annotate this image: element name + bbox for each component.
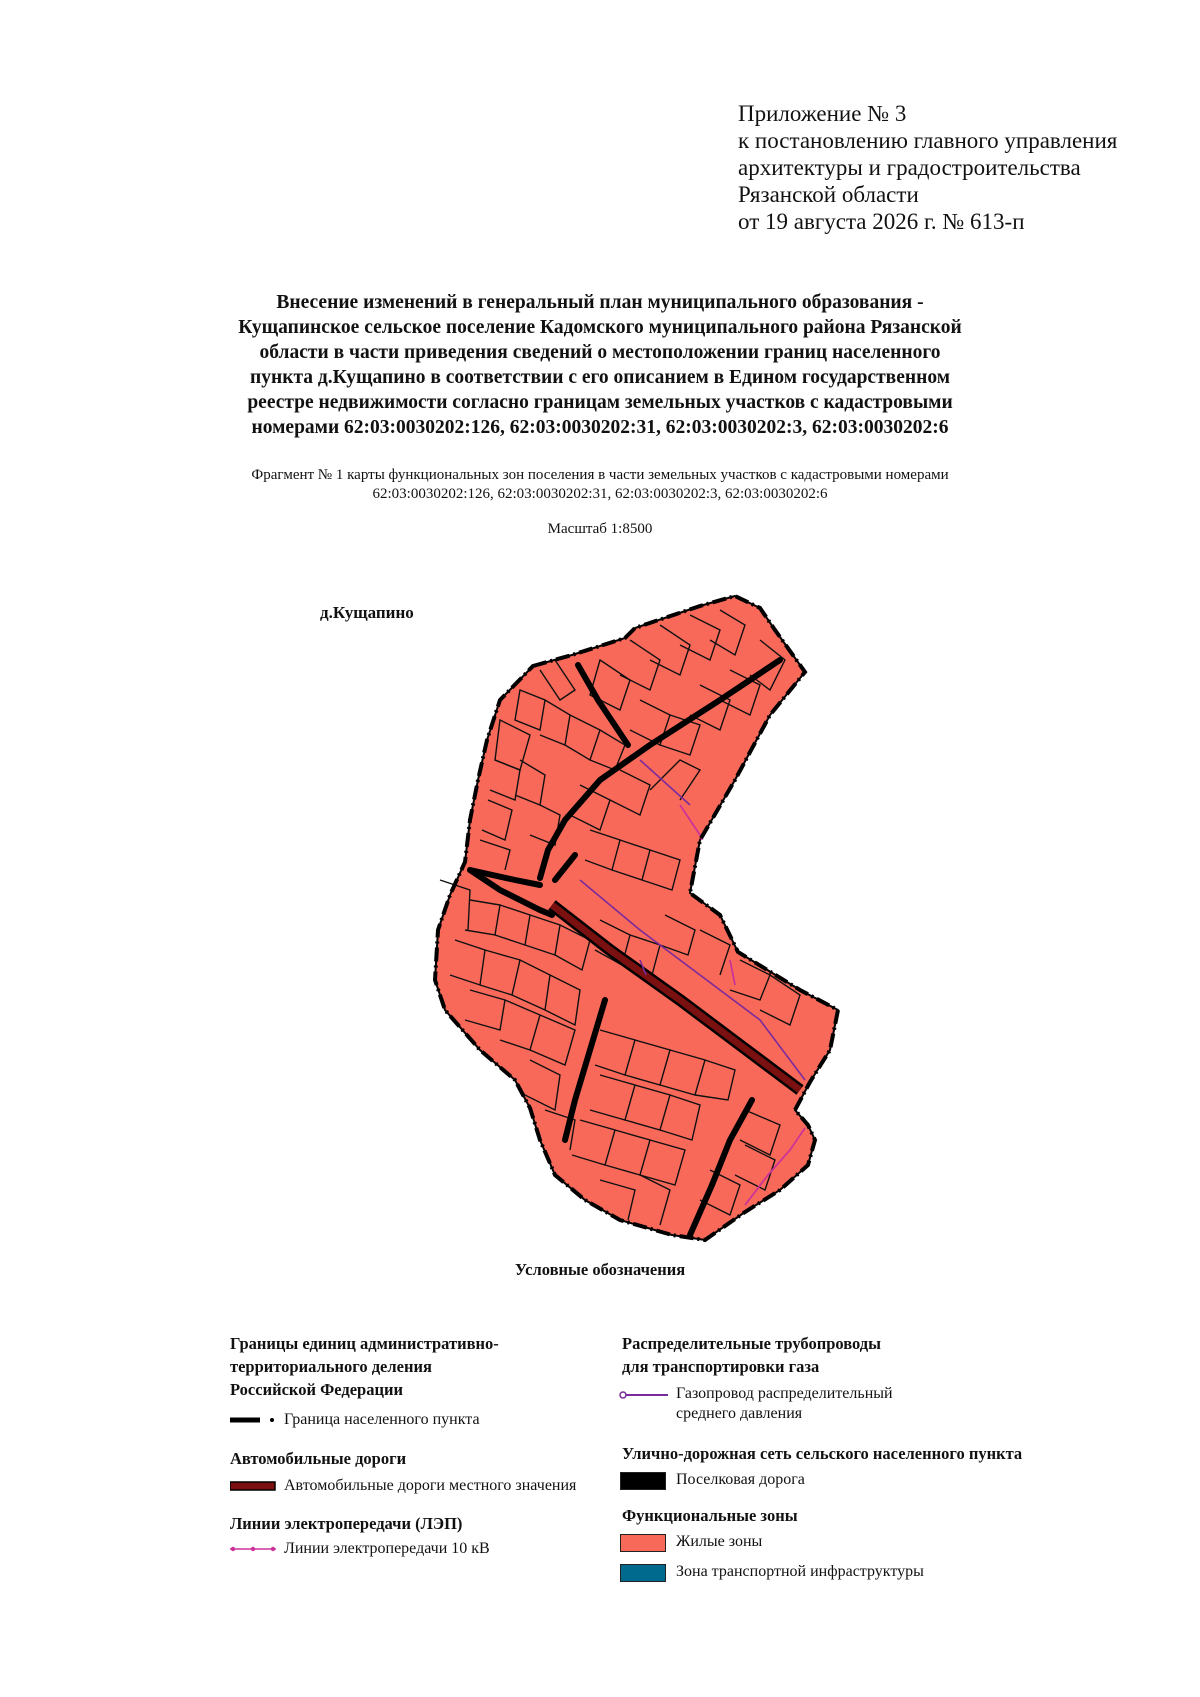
legend-heading-line: Границы единиц административно- bbox=[230, 1334, 499, 1353]
appendix-line: архитектуры и градостроительства bbox=[738, 155, 1081, 180]
appendix-line: от 19 августа 2026 г. № 613-п bbox=[738, 209, 1025, 234]
legend-power-heading bbox=[230, 1512, 462, 1535]
legend-heading-line: Распределительные трубопроводы bbox=[622, 1334, 882, 1353]
legend-local-road-label: Автомобильные дороги местного значения bbox=[284, 1477, 577, 1494]
legend-title: Условные обозначения bbox=[514, 1260, 686, 1279]
legend-heading-line: Автомобильные дороги bbox=[230, 1449, 407, 1468]
transport-swatch-icon bbox=[620, 1564, 666, 1582]
title-line: Внесение изменений в генеральный план муниципального образования - bbox=[276, 292, 924, 313]
legend-boundary-label: Граница населенного пункта bbox=[284, 1411, 480, 1428]
map-scale: Масштаб 1:8500 bbox=[547, 521, 653, 537]
legend-item-line: среднего давления bbox=[676, 1405, 803, 1422]
street-swatch-icon bbox=[620, 1472, 666, 1490]
subtitle-line: Фрагмент № 1 карты функциональных зон поселения в части земельных участков с кадастровыми номерами bbox=[251, 467, 949, 483]
boundary-symbol-icon bbox=[230, 1414, 278, 1426]
residential-zone bbox=[435, 596, 838, 1240]
title-line: реестре недвижимости согласно границам земельных участков с кадастровыми bbox=[247, 392, 953, 413]
legend-heading-line: Линии электропередачи (ЛЭП) bbox=[230, 1514, 463, 1533]
title-line: пункта д.Кущапино в соответствии с его описанием в Едином государственном bbox=[250, 367, 950, 388]
legend-heading-line: территориального деления bbox=[230, 1357, 432, 1376]
gas-pipe-symbol-icon bbox=[618, 1389, 668, 1401]
legend-gas-heading bbox=[622, 1332, 881, 1378]
legend-heading-line: для транспортировки газа bbox=[622, 1357, 820, 1376]
power-line-symbol-icon bbox=[230, 1543, 276, 1555]
legend-power-label: Линии электропередачи 10 кВ bbox=[284, 1540, 490, 1557]
legend-residential-label: Жилые зоны bbox=[676, 1533, 763, 1550]
title-line: области в части приведения сведений о местоположении границ населенного bbox=[259, 342, 941, 363]
legend-streets-heading bbox=[622, 1442, 1022, 1465]
settlement-name-label: д.Кущапино bbox=[320, 603, 414, 622]
local-road-symbol-icon bbox=[230, 1480, 276, 1492]
legend-heading-line: Российской Федерации bbox=[230, 1380, 403, 1399]
legend-street-label: Поселковая дорога bbox=[676, 1471, 805, 1488]
legend-item-line: Газопровод распределительный bbox=[676, 1385, 893, 1402]
appendix-line: к постановлению главного управления bbox=[738, 128, 1118, 153]
appendix-line: Рязанской области bbox=[738, 182, 919, 207]
legend-gas-label bbox=[676, 1384, 893, 1424]
legend-zones-heading bbox=[622, 1504, 798, 1527]
legend-transport-label: Зона транспортной инфраструктуры bbox=[676, 1563, 924, 1580]
subtitle-line: 62:03:0030202:126, 62:03:0030202:31, 62:03:0030202:3, 62:03:0030202:6 bbox=[372, 486, 828, 502]
title-line: номерами 62:03:0030202:126, 62:03:0030202:31, 62:03:0030202:3, 62:03:0030202:6 bbox=[251, 417, 949, 438]
legend-admin-heading bbox=[230, 1332, 499, 1401]
title-line: Кущапинское сельское поселение Кадомского муниципального района Рязанской bbox=[238, 317, 962, 338]
legend-heading-line: Улично-дорожная сеть сельского населенного пункта bbox=[622, 1444, 1023, 1463]
residential-swatch-icon bbox=[620, 1534, 666, 1552]
appendix-line: Приложение № 3 bbox=[738, 101, 907, 126]
legend-roads-heading bbox=[230, 1447, 406, 1470]
legend-heading-line: Функциональные зоны bbox=[622, 1506, 798, 1525]
